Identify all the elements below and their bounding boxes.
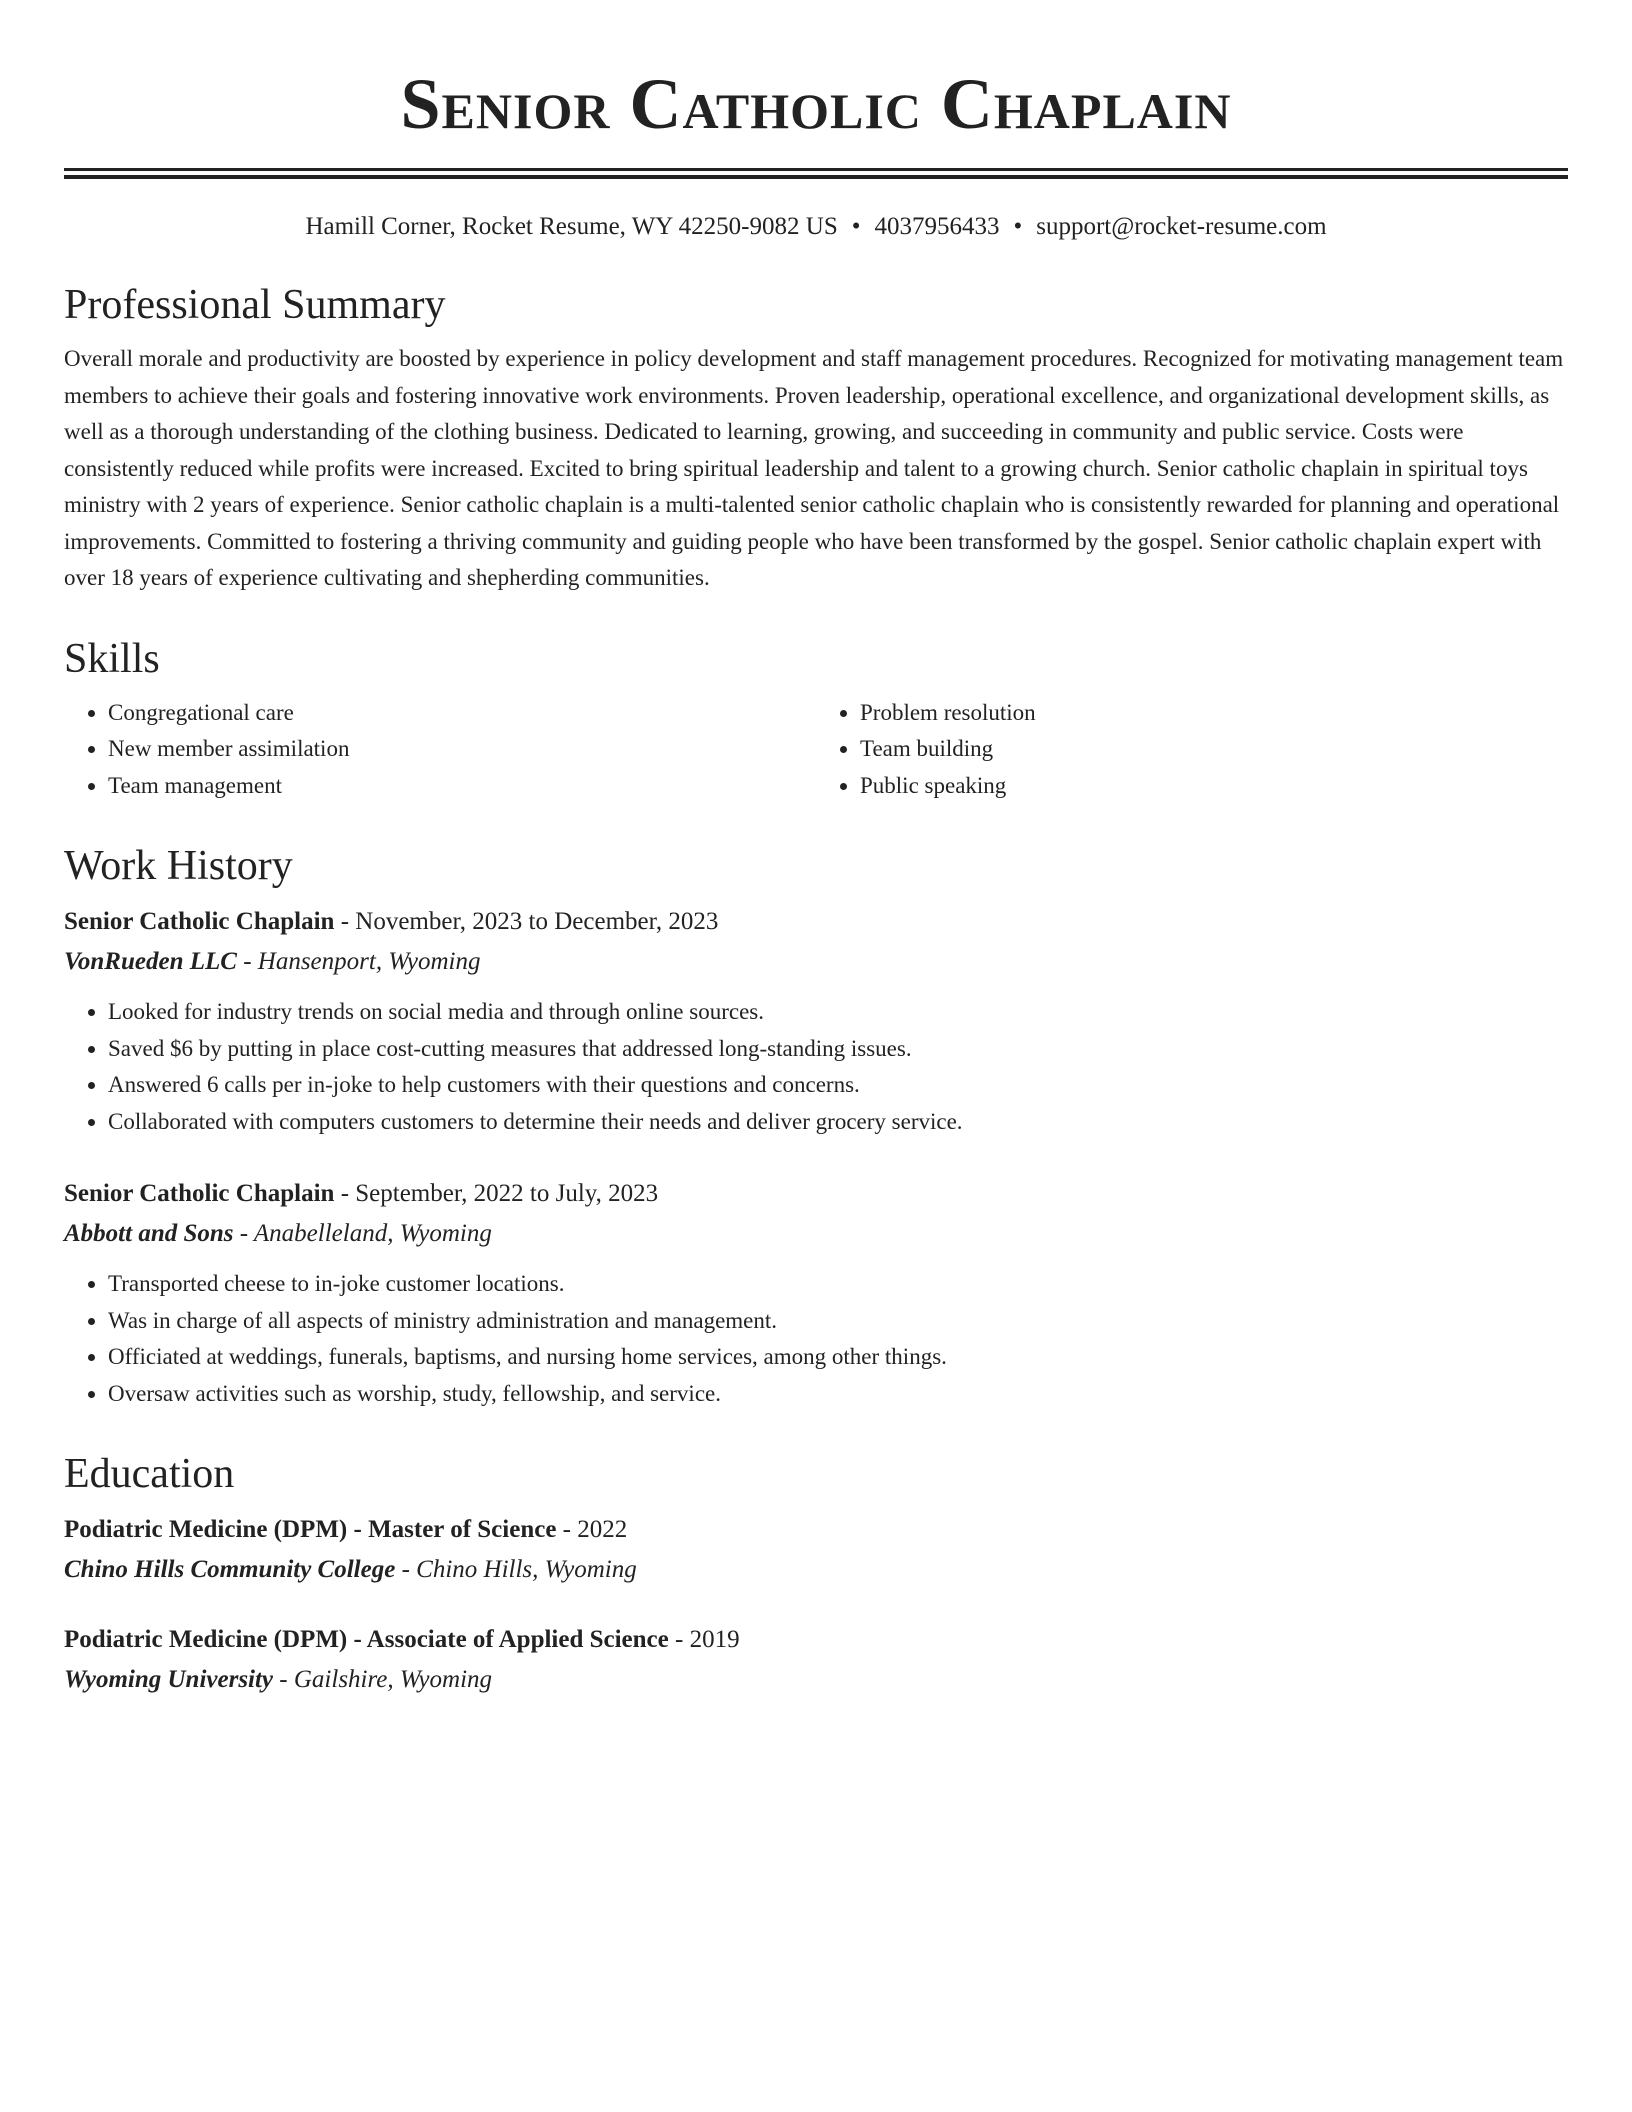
contact-separator: • xyxy=(1013,213,1023,240)
job-bullet: • Transported cheese to in-joke customer locations. xyxy=(108,1266,1568,1303)
contact-line xyxy=(64,211,1568,243)
job-bullet: • Collaborated with computers customers to determine their needs and deliver grocery service. xyxy=(108,1104,1568,1141)
education-entry xyxy=(64,1620,1568,1700)
job-bullet: • Saved $6 by putting in place cost-cutting measures that addressed long-standing issues. xyxy=(108,1031,1568,1068)
skills-columns xyxy=(64,695,1568,805)
skill-item: • Public speaking xyxy=(860,768,1568,805)
job-title: Senior Catholic Chaplain xyxy=(64,908,335,935)
skill-item: • Congregational care xyxy=(108,695,816,732)
skill-item: • Team management xyxy=(108,768,816,805)
skills-right-list xyxy=(816,695,1568,805)
education-school: Chino Hills Community College xyxy=(64,1556,396,1583)
job-location: - Anabelleland, Wyoming xyxy=(233,1220,492,1247)
job-bullet: • Officiated at weddings, funerals, baptisms, and nursing home services, among other things. xyxy=(108,1339,1568,1376)
job-company: VonRueden LLC xyxy=(64,948,237,975)
contact-phone: 4037956433 xyxy=(874,213,1000,240)
education-section xyxy=(64,1448,1568,1700)
job-bullet: • Looked for industry trends on social media and through online sources. xyxy=(108,994,1568,1031)
summary-section xyxy=(64,279,1568,597)
job-bullet: • Oversaw activities such as worship, study, fellowship, and service. xyxy=(108,1376,1568,1413)
resume-name: Senior Catholic Chaplain xyxy=(400,64,1232,144)
job-company-line xyxy=(64,942,1568,982)
job-dates: - November, 2023 to December, 2023 xyxy=(334,908,719,935)
education-year: - 2022 xyxy=(556,1516,628,1543)
education-school: Wyoming University xyxy=(64,1666,274,1693)
skills-section xyxy=(64,633,1568,805)
job-location: - Hansenport, Wyoming xyxy=(236,948,481,975)
education-degree-line xyxy=(64,1620,1568,1660)
job-bullets xyxy=(64,1266,1568,1412)
work-history-section xyxy=(64,840,1568,1412)
job-title: Senior Catholic Chaplain xyxy=(64,1180,335,1207)
skills-left-list xyxy=(64,695,816,805)
education-degree: Podiatric Medicine (DPM) - Master of Science xyxy=(64,1516,557,1543)
contact-address: Hamill Corner, Rocket Resume, WY 42250-9082 US xyxy=(305,213,838,240)
education-entry xyxy=(64,1510,1568,1590)
skill-item: • Problem resolution xyxy=(860,695,1568,732)
job-title-line xyxy=(64,1174,1568,1214)
job-bullet: • Was in charge of all aspects of ministry administration and management. xyxy=(108,1303,1568,1340)
skill-item: • Team building xyxy=(860,731,1568,768)
work-history-heading: Work History xyxy=(64,843,293,889)
job-company: Abbott and Sons xyxy=(64,1220,234,1247)
job-bullets xyxy=(64,994,1568,1140)
education-location: - Chino Hills, Wyoming xyxy=(395,1556,637,1583)
skill-item: • New member assimilation xyxy=(108,731,816,768)
job-bullet: • Answered 6 calls per in-joke to help customers with their questions and concerns. xyxy=(108,1067,1568,1104)
education-location: - Gailshire, Wyoming xyxy=(273,1666,493,1693)
skills-heading: Skills xyxy=(64,635,160,682)
job-entry xyxy=(64,1174,1568,1412)
education-degree: Podiatric Medicine (DPM) - Associate of Applied Science xyxy=(64,1626,669,1653)
education-degree-line xyxy=(64,1510,1568,1550)
job-dates: - September, 2022 to July, 2023 xyxy=(334,1180,659,1207)
summary-heading: Professional Summary xyxy=(64,282,446,328)
contact-separator: • xyxy=(851,213,861,240)
education-year: - 2019 xyxy=(668,1626,740,1653)
job-entry xyxy=(64,902,1568,1140)
header-double-rule xyxy=(64,168,1568,179)
job-company-line xyxy=(64,1214,1568,1254)
education-heading: Education xyxy=(64,1451,235,1497)
summary-text: Overall morale and productivity are boosted by experience in policy development and staff management procedures. Recognized for motivating management team members to achieve their goals and fostering innovative work environments. Proven leadership, operational excellence, and organizational development skills, as well as a thorough understanding of the clothing business. Dedicated to learning, growing, and succeeding in community and public service. Costs were consistently reduced while profits were increased. Excited to bring spiritual leadership and talent to a growing church. Senior catholic chaplain in spiritual toys ministry with 2 years of experience. Senior catholic chaplain is a multi-talented senior catholic chaplain who is consistently rewarded for planning and operational improvements. Committed to fostering a thriving community and guiding people who have been transformed by the gospel. Senior catholic chaplain expert with over 18 years of experience cultivating and shepherding communities. xyxy=(64,346,1564,590)
education-school-line xyxy=(64,1660,1568,1700)
job-title-line xyxy=(64,902,1568,942)
contact-email: support@rocket-resume.com xyxy=(1036,213,1327,240)
education-school-line xyxy=(64,1550,1568,1590)
